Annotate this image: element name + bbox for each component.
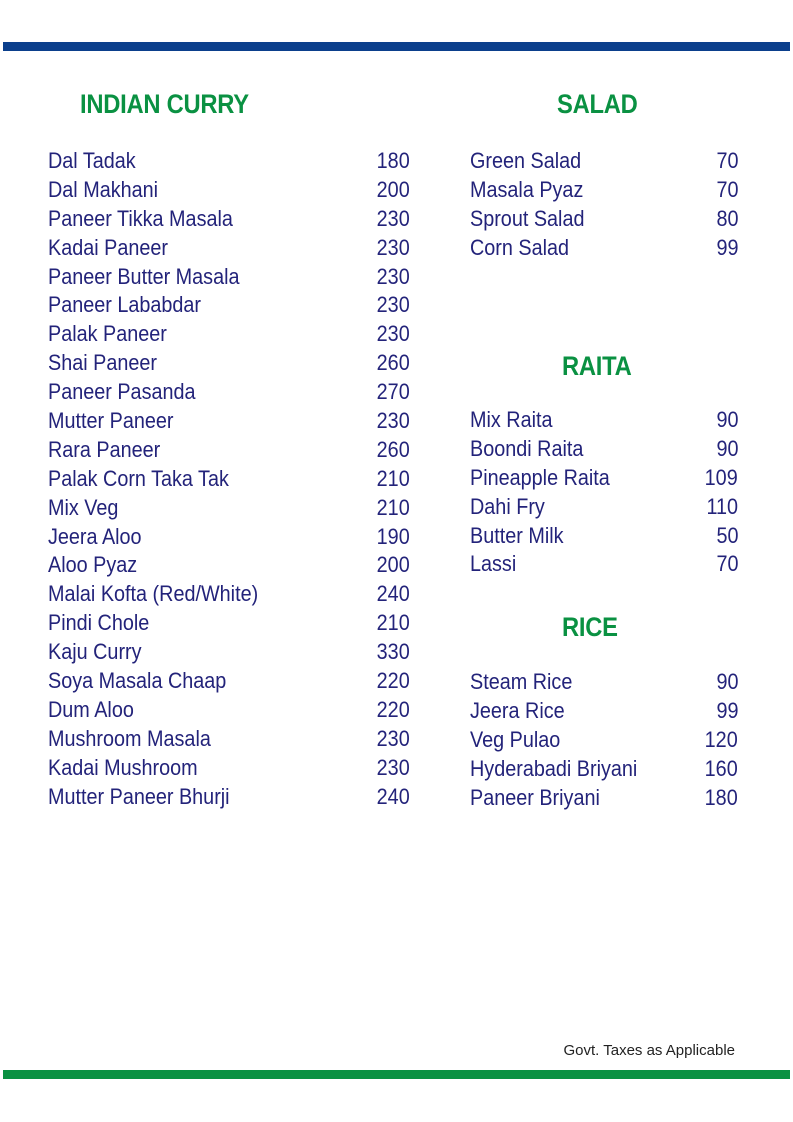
menu-item — [48, 147, 410, 176]
menu-item — [48, 696, 410, 725]
menu-item — [48, 176, 410, 205]
menu-item-price: 200 — [376, 176, 410, 202]
menu-item-name: Mix Raita — [470, 407, 553, 432]
menu-item-price: 220 — [376, 668, 410, 694]
raita-list — [470, 406, 738, 579]
menu-item-price: 50 — [715, 522, 738, 548]
menu-item — [48, 436, 410, 465]
menu-item-price: 210 — [376, 465, 410, 491]
menu-item-name: Aloo Pyaz — [48, 552, 138, 578]
menu-item — [48, 494, 410, 523]
menu-item-name: Paneer Lababdar — [48, 292, 202, 318]
menu-item-price: 230 — [376, 263, 410, 289]
section-title-rice: RICE — [562, 612, 618, 642]
menu-item-name: Veg Pulao — [470, 726, 561, 752]
menu-item — [470, 784, 738, 813]
salad-list — [470, 147, 738, 263]
menu-item-name: Malai Kofta (Red/White) — [48, 581, 259, 607]
menu-item-price: 230 — [376, 205, 410, 231]
section-title-raita: RAITA — [562, 351, 632, 381]
section-title-indian-curry: INDIAN CURRY — [80, 89, 249, 119]
menu-item-price: 330 — [376, 639, 410, 665]
menu-item — [48, 205, 410, 234]
menu-item-price: 90 — [715, 435, 738, 461]
menu-item-name: Mushroom Masala — [48, 725, 211, 751]
menu-item-price: 240 — [376, 783, 410, 809]
menu-item-name: Dahi Fry — [470, 493, 545, 519]
menu-item — [470, 697, 738, 726]
menu-item-price: 80 — [715, 205, 738, 231]
menu-item — [470, 406, 738, 435]
menu-item-price: 230 — [376, 408, 410, 434]
menu-item-name: Rara Paneer — [48, 436, 161, 462]
menu-item — [48, 320, 410, 349]
menu-item-price: 200 — [376, 552, 410, 578]
menu-item-name: Paneer Briyani — [470, 784, 600, 810]
menu-item — [48, 234, 410, 263]
menu-item-price: 180 — [376, 148, 410, 173]
menu-item-price: 230 — [376, 321, 410, 347]
menu-item — [470, 755, 738, 784]
menu-item — [48, 551, 410, 580]
menu-item-name: Pineapple Raita — [470, 464, 610, 490]
menu-item-price: 99 — [715, 697, 738, 723]
menu-item-price: 90 — [715, 407, 738, 432]
menu-item-name: Palak Paneer — [48, 321, 167, 347]
menu-item-name: Masala Pyaz — [470, 176, 584, 202]
menu-item-name: Green Salad — [470, 148, 582, 173]
menu-item-name: Jeera Aloo — [48, 523, 142, 549]
menu-item-name: Lassi — [470, 551, 517, 577]
menu-item-name: Sprout Salad — [470, 205, 585, 231]
menu-item-name: Dum Aloo — [48, 696, 134, 722]
menu-item-name: Mutter Paneer — [48, 408, 174, 434]
menu-item-price: 230 — [376, 754, 410, 780]
menu-item-price: 120 — [704, 726, 738, 752]
menu-item-price: 190 — [376, 523, 410, 549]
menu-item — [48, 378, 410, 407]
menu-item — [470, 464, 738, 493]
menu-item — [470, 435, 738, 464]
menu-item-price: 240 — [376, 581, 410, 607]
menu-item — [48, 609, 410, 638]
menu-item-name: Steam Rice — [470, 669, 573, 694]
menu-item-name: Soya Masala Chaap — [48, 668, 227, 694]
menu-item — [48, 754, 410, 783]
menu-item-price: 109 — [704, 464, 738, 490]
menu-item-name: Dal Makhani — [48, 176, 159, 202]
menu-item-name: Pindi Chole — [48, 610, 150, 636]
menu-item-price: 220 — [376, 696, 410, 722]
menu-item-name: Kadai Mushroom — [48, 754, 198, 780]
menu-item-name: Paneer Tikka Masala — [48, 205, 233, 231]
menu-item-price: 160 — [704, 755, 738, 781]
menu-item-price: 210 — [376, 610, 410, 636]
menu-item — [48, 523, 410, 552]
section-title-salad: SALAD — [557, 89, 638, 119]
menu-item-name: Corn Salad — [470, 234, 570, 260]
menu-item-price: 230 — [376, 234, 410, 260]
menu-item — [48, 783, 410, 812]
menu-item-name: Boondi Raita — [470, 435, 584, 461]
menu-item — [470, 147, 738, 176]
menu-item — [470, 726, 738, 755]
menu-item — [48, 263, 410, 292]
menu-item-price: 99 — [715, 234, 738, 260]
menu-item — [470, 176, 738, 205]
menu-item-price: 260 — [376, 350, 410, 376]
menu-item-price: 70 — [715, 148, 738, 173]
menu-item-price: 70 — [715, 176, 738, 202]
menu-item-price: 110 — [706, 493, 738, 519]
menu-item — [48, 291, 410, 320]
menu-item — [48, 580, 410, 609]
menu-item — [470, 550, 738, 579]
menu-item — [48, 667, 410, 696]
top-decorative-bar — [3, 42, 790, 51]
menu-item — [470, 668, 738, 697]
menu-item — [48, 407, 410, 436]
menu-item — [48, 349, 410, 378]
menu-item-name: Palak Corn Taka Tak — [48, 465, 229, 491]
taxes-note: Govt. Taxes as Applicable — [563, 1042, 735, 1059]
menu-item-name: Kaju Curry — [48, 639, 142, 665]
bottom-decorative-bar — [3, 1070, 790, 1079]
rice-list — [470, 668, 738, 812]
menu-item — [470, 205, 738, 234]
menu-item-price: 210 — [376, 494, 410, 520]
menu-item-price: 230 — [376, 725, 410, 751]
menu-item-price: 230 — [376, 292, 410, 318]
menu-item-name: Dal Tadak — [48, 148, 136, 173]
menu-item-name: Kadai Paneer — [48, 234, 168, 260]
menu-item — [48, 465, 410, 494]
menu-item — [48, 638, 410, 667]
menu-item-price: 70 — [715, 551, 738, 577]
menu-item-name: Paneer Butter Masala — [48, 263, 240, 289]
menu-item — [470, 522, 738, 551]
menu-item — [470, 493, 738, 522]
menu-item-price: 260 — [376, 436, 410, 462]
menu-item-name: Butter Milk — [470, 522, 564, 548]
menu-item-price: 270 — [376, 379, 410, 405]
menu-item-name: Hyderabadi Briyani — [470, 755, 638, 781]
menu-item-name: Mix Veg — [48, 494, 119, 520]
indian-curry-list — [48, 147, 410, 811]
menu-item-price: 180 — [704, 784, 738, 810]
menu-item-name: Mutter Paneer Bhurji — [48, 783, 230, 809]
menu-item-name: Jeera Rice — [470, 697, 565, 723]
menu-item-name: Paneer Pasanda — [48, 379, 196, 405]
menu-item — [48, 725, 410, 754]
menu-item — [470, 234, 738, 263]
menu-item-name: Shai Paneer — [48, 350, 157, 376]
menu-item-price: 90 — [715, 669, 738, 694]
